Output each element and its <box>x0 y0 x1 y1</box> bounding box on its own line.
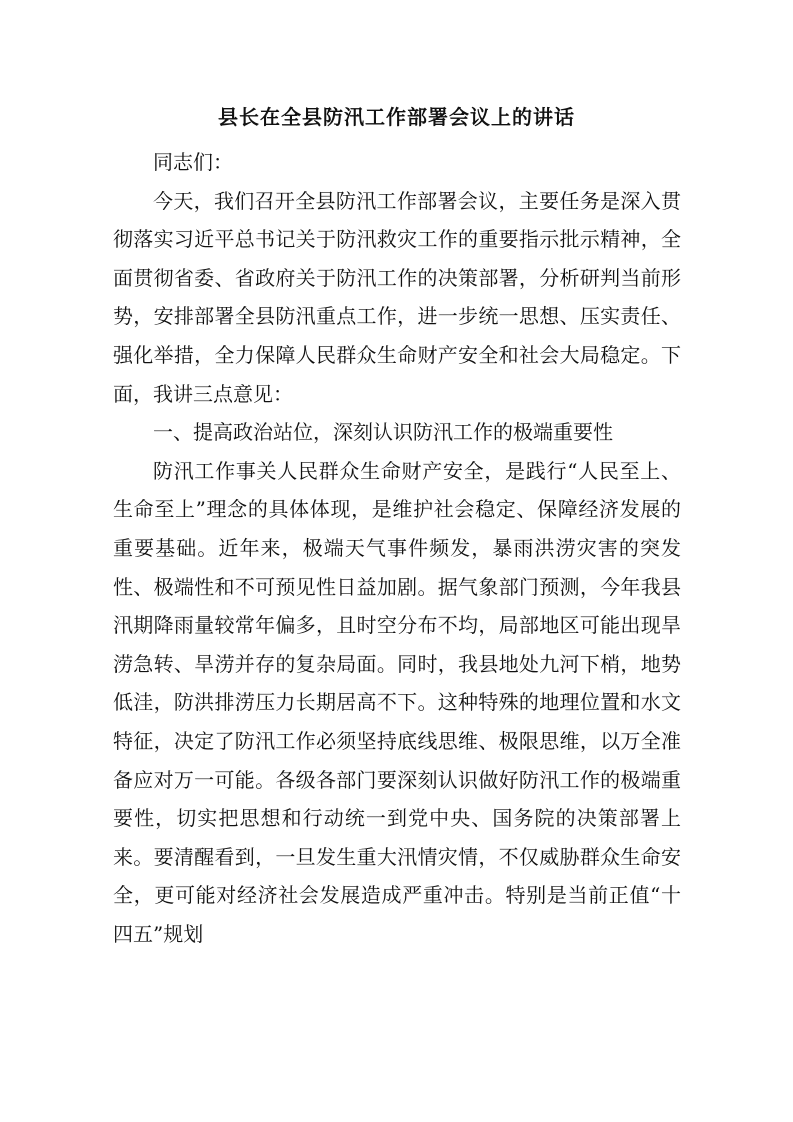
greeting: 同志们： <box>153 150 233 174</box>
paragraph-section-1: 防汛工作事关人民群众生命财产安全，是践行“人民至上、生命至上”理念的具体体现，是维护社会稳定、保障经济发展的重要基础。近年来，极端天气事件频发，暴雨洪涝灾害的突发性、极端性和不可预见性日益加剧。据气象部门预测，今年我县汛期降雨量较常年偏多，且时空分布不均，局部地区可能出现旱涝急转、旱涝并存的复杂局面。同时，我县地处九河下梢，地势低洼，防洪排涝压力长期居高不下。这种特殊的地理位置和水文特征，决定了防汛工作必须坚持底线思维、极限思维，以万全准备应对万一可能。各级各部门要深刻认识做好防汛工作的极端重要性，切实把思想和行动统一到党中央、国务院的决策部署上来。要清醒看到，一旦发生重大汛情灾情，不仅威胁群众生命安全，更可能对经济社会发展造成严重冲击。特别是当前正值“十四五”规划 <box>113 458 681 946</box>
paragraph-intro: 今天，我们召开全县防汛工作部署会议，主要任务是深入贯彻落实习近平总书记关于防汛救灾工作的重要指示批示精神，全面贯彻省委、省政府关于防汛工作的决策部署，分析研判当前形势，安排部署全县防汛重点工作，进一步统一思想、压实责任、强化举措，全力保障人民群众生命财产安全和社会大局稳定。下面，我讲三点意见： <box>113 188 681 406</box>
document-title: 县长在全县防汛工作部署会议上的讲话 <box>218 105 575 129</box>
section-heading-1: 一、提高政治站位，深刻认识防汛工作的极端重要性 <box>153 420 613 445</box>
document-body <box>113 143 681 953</box>
